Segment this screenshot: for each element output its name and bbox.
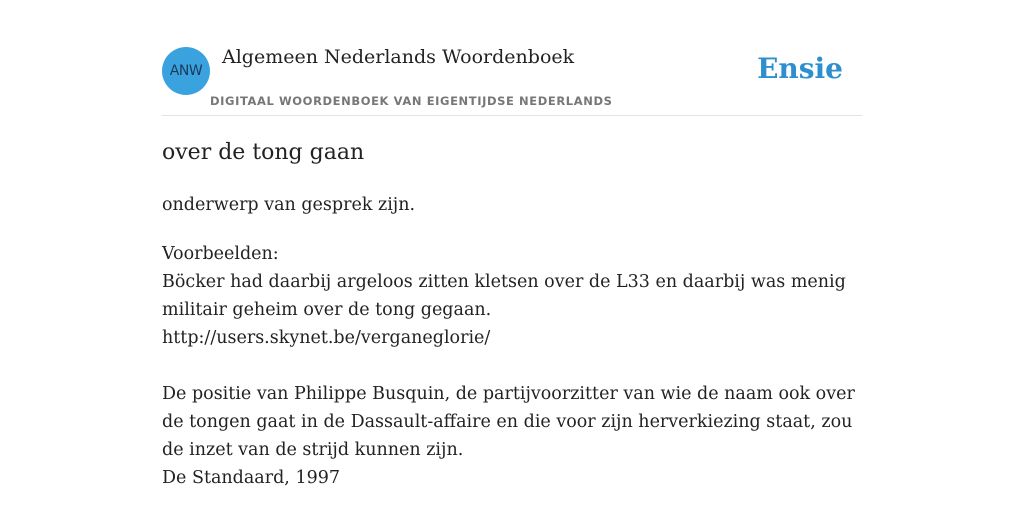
- example-spacer: [162, 352, 862, 380]
- example-source: De Standaard, 1997: [162, 468, 340, 488]
- dictionary-page: [162, 0, 862, 512]
- example-text: De positie van Philippe Busquin, de partijvoorzitter van wie de naam ook over de tongen gaat in de Dassault-affaire en die voor zijn herverkiezing staat, zou de inzet van de strijd kunnen zijn.: [162, 384, 855, 460]
- anw-logo-text: ANW: [169, 63, 203, 79]
- entry-definition: onderwerp van gesprek zijn.: [162, 195, 416, 215]
- examples-label: Voorbeelden:: [162, 244, 279, 264]
- example-text: Böcker had daarbij argeloos zitten kletsen over de L33 en daarbij was menig militair geheim over de tong gegaan.: [162, 272, 846, 320]
- site-title[interactable]: Algemeen Nederlands Woordenboek: [222, 46, 575, 68]
- site-header: [162, 0, 862, 116]
- examples-section: [162, 240, 862, 492]
- example-source: http://users.skynet.be/verganeglorie/: [162, 328, 491, 348]
- ensie-brand-logo[interactable]: Ensie: [757, 52, 843, 85]
- anw-logo[interactable]: [162, 47, 210, 95]
- entry-headword: over de tong gaan: [162, 140, 365, 165]
- site-subtitle: DIGITAAL WOORDENBOEK VAN EIGENTIJDSE NEDERLANDS: [210, 94, 613, 108]
